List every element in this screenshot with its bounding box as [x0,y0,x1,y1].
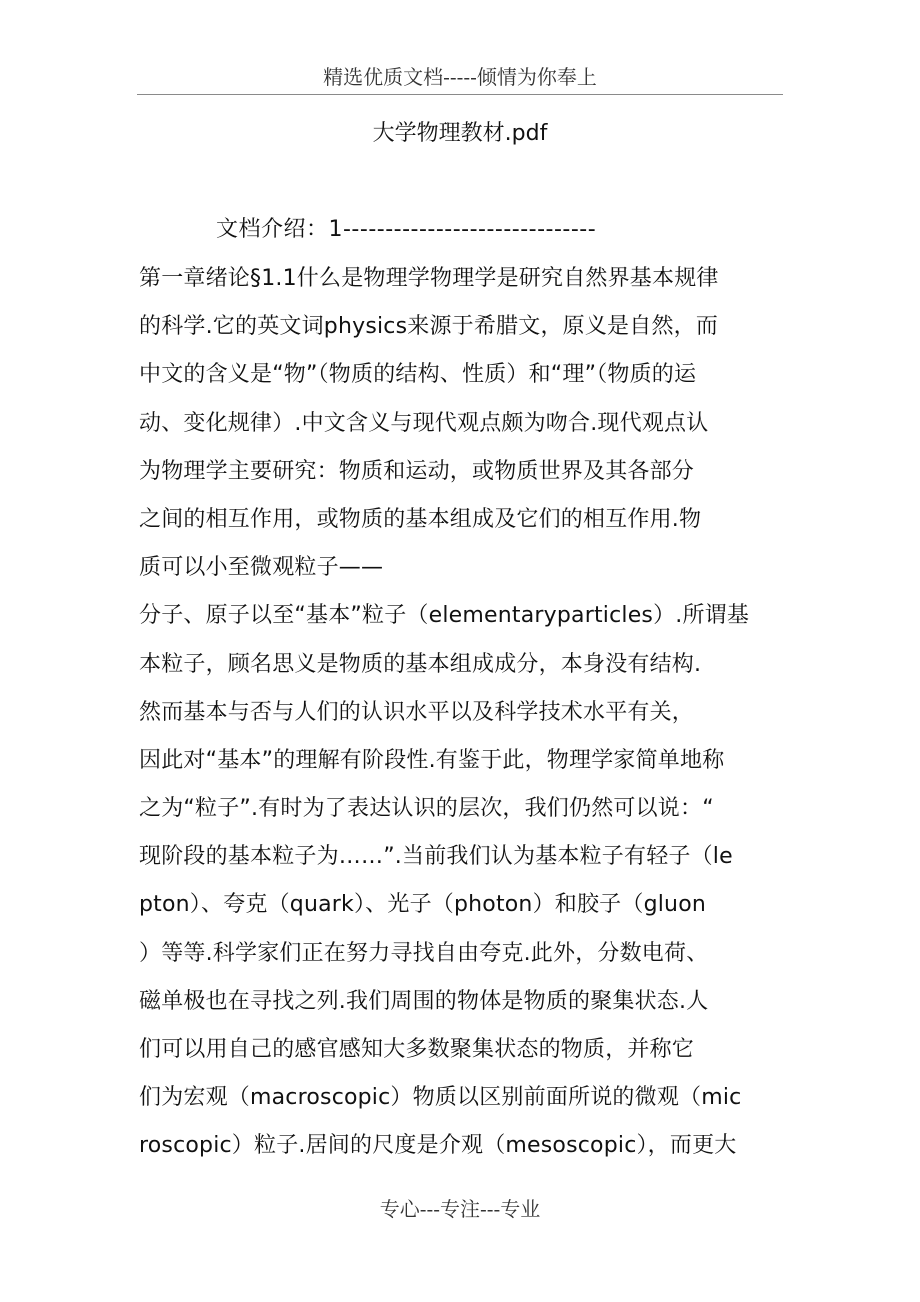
body-line: 第一章绪论§1.1什么是物理学物理学是研究自然界基本规律 [139,266,719,291]
body-line: 本粒子，顾名思义是物质的基本组成成分，本身没有结构. [139,651,702,677]
body-line: 因此对“基本”的理解有阶段性.有鉴于此，物理学家简单地称 [139,747,725,773]
body-line: ）等等.科学家们正在努力寻找自由夸克.此外，分数电荷、 [139,940,709,966]
body-line: 的科学.它的英文词physics来源于希腊文，原义是自然，而 [139,314,719,340]
body-line: 现阶段的基本粒子为……”.当前我们认为基本粒子有轻子（le [139,844,733,870]
document-intro: 文档介绍：1------------------------------ [216,217,597,242]
page-header: 精选优质文档-----倾情为你奉上 [323,65,597,89]
body-line: 中文的含义是“物”（物质的结构、性质）和“理”（物质的运 [139,362,697,388]
body-line: 磁单极也在寻找之列.我们周围的物体是物质的聚集状态.人 [139,988,709,1014]
body-line: 质可以小至微观粒子—— [139,555,384,581]
body-line: 之间的相互作用，或物质的基本组成及它们的相互作用.物 [139,506,702,532]
body-line: 之为“粒子”.有时为了表达认识的层次，我们仍然可以说：“ [139,796,714,822]
body-line: 动、变化规律）.中文含义与现代观点颇为吻合.现代观点认 [139,410,709,436]
header-divider [137,94,783,95]
page-footer: 专心---专注---专业 [379,1197,541,1221]
body-line: 然而基本与否与人们的认识水平以及科学技术水平有关， [139,699,695,725]
body-line: 们为宏观（macroscopic）物质以区别前面所说的微观（mic [139,1085,742,1111]
body-line: pton）、夸克（quark）、光子（photon）和胶子（gluon [139,892,706,918]
body-line: roscopic）粒子.居间的尺度是介观（mesoscopic），而更大 [139,1133,737,1159]
body-line: 们可以用自己的感官感知大多数聚集状态的物质，并称它 [139,1037,695,1062]
body-line: 分子、原子以至“基本”粒子（elementaryparticles）.所谓基 [139,603,750,629]
document-title: 大学物理教材.pdf [372,121,548,146]
body-line: 为物理学主要研究：物质和运动，或物质世界及其各部分 [139,458,695,484]
document-body [139,262,799,1178]
